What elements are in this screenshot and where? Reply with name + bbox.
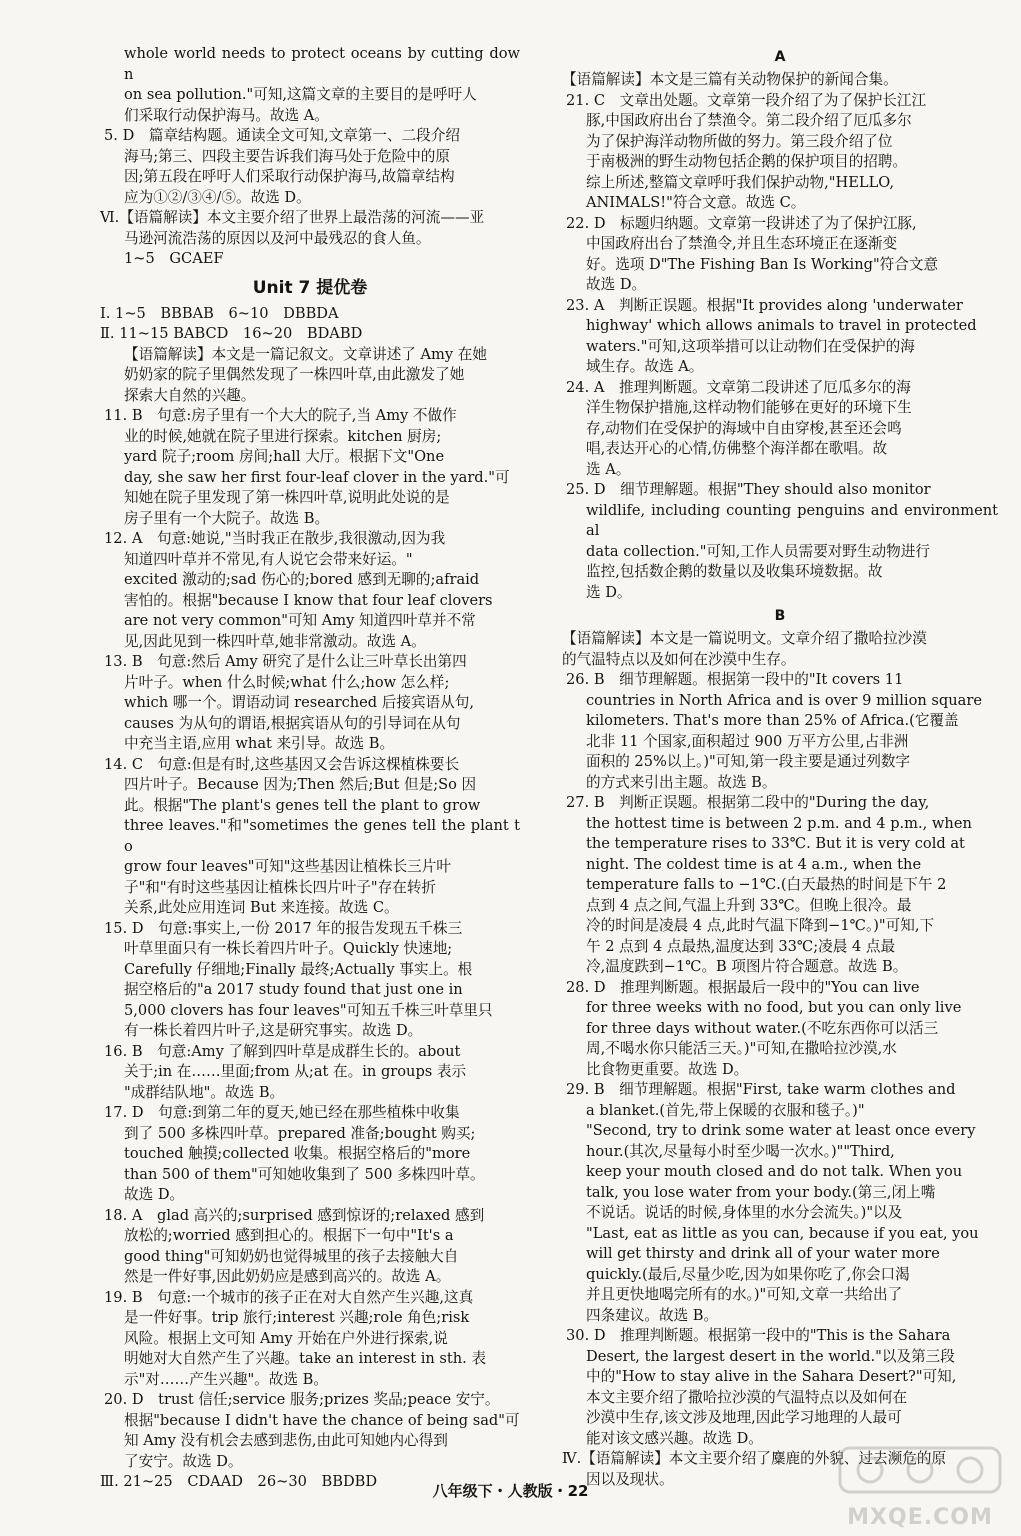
text-line: 22. D 标题归纳题。文章第一段讲述了为了保护江豚, <box>566 214 917 232</box>
text-line: 【语篇解读】本文是一篇说明文。文章介绍了撒哈拉沙漠 <box>562 630 927 647</box>
text-line: 监控,包括数企鹅的数量以及收集环境数据。故 <box>586 563 883 580</box>
text-line: 冷,温度跌到−1℃。B 项图片符合题意。故选 B。 <box>586 958 908 975</box>
left-lines-main <box>100 304 520 1493</box>
text-line: 业的时候,她就在院子里进行探索。kitchen 厨房; <box>124 427 442 445</box>
text-line: 12. A 句意:她说,"当时我正在散步,我很激动,因为我 <box>104 530 446 547</box>
text-line: 有一株长着四片叶子,这是研究事实。故选 D。 <box>124 1022 423 1039</box>
text-line: whole world needs to protect oceans by cutting down <box>124 45 520 83</box>
text-line: "成群结队地"。故选 B。 <box>124 1083 285 1101</box>
text-line: 午 2 点到 4 点最热,温度达到 33℃;凌晨 4 点最 <box>586 937 896 955</box>
text-line: 片叶子。when 什么时候;what 什么;how 怎么样; <box>124 673 450 691</box>
text-line: 海马;第三、四段主要告诉我们海马处于危险中的原 <box>124 147 450 165</box>
text-line: excited 激动的;sad 伤心的;bored 感到无聊的;afraid <box>124 571 480 588</box>
text-line: 为了保护海洋动物所做的努力。第三段介绍了位 <box>586 132 893 150</box>
text-line: 不说话。说话的时候,身体里的水分会流失。)"以及 <box>586 1204 903 1221</box>
text-line: 子"和"有时这些基因让植株长四片叶子"存在转折 <box>124 878 437 896</box>
text-line: quickly.(最后,尽量少吃,因为如果你吃了,你会口渴 <box>586 1265 910 1283</box>
text-line: 知 Amy 没有机会去感到悲伤,由此可知她内心得到 <box>124 1432 448 1449</box>
text-line: 应为①②/③④/⑤。故选 D。 <box>124 188 311 206</box>
text-line: 面积的 25%以上。)"可知,第一段主要是通过列数字 <box>586 753 911 770</box>
text-line: 25. D 细节理解题。根据"They should also monitor <box>566 481 931 498</box>
text-line: for three weeks with no food, but you can only live <box>586 999 962 1016</box>
text-line: 到了 500 多株四叶草。prepared 准备;bought 购买; <box>124 1124 476 1142</box>
text-line: wildlife, including counting penguins and environmental <box>586 501 998 539</box>
text-line: which 哪一个。谓语动词 researched 后接宾语从句, <box>124 694 474 711</box>
text-line: hour.(其次,尽量每小时至少喝一次水。)""Third, <box>586 1142 895 1160</box>
text-line: 点到 4 点之间,气温上升到 33℃。但晚上很冷。最 <box>586 896 912 914</box>
text-line: Carefully 仔细地;Finally 最终;Actually 事实上。根 <box>124 960 473 978</box>
text-line: 能对该文感兴趣。故选 D。 <box>586 1429 763 1447</box>
text-line: Ⅰ. 1~5 BBBAB 6~10 DBBDA <box>100 304 339 322</box>
watermark-logo <box>830 1440 1010 1530</box>
text-line: 的方式来引出主题。故选 B。 <box>586 773 777 791</box>
text-line: "Second, try to drink some water at least once every <box>586 1122 976 1139</box>
text-line: 19. B 句意:一个城市的孩子正在对大自然产生兴趣,这真 <box>104 1288 474 1306</box>
text-line: 周,不喝水你只能活三天。)"可知,在撒哈拉沙漠,水 <box>586 1040 897 1057</box>
text-line: 房子里有一个大院子。故选 B。 <box>124 509 330 527</box>
text-line: 综上所述,整篇文章呼吁我们保护动物,"HELLO, <box>586 173 895 191</box>
watermark-icon <box>830 1440 1010 1500</box>
text-line: 中充当主语,应用 what 来引导。故选 B。 <box>124 735 395 752</box>
text-line: 根据"because I didn't have the chance of being sad"可 <box>124 1411 520 1429</box>
text-line: 沙漠中生存,该文涉及地理,因此学习地理的人最可 <box>586 1409 902 1426</box>
text-line: keep your mouth closed and do not talk. When you <box>586 1163 963 1180</box>
text-line: countries in North Africa and is over 9 million square <box>586 691 982 709</box>
text-line: a blanket.(首先,带上保暖的衣服和毯子。)" <box>586 1101 865 1119</box>
text-line: 5,000 clovers has four leaves"可知五千株三叶草里只 <box>124 1001 493 1019</box>
text-line: 见,因此见到一株四叶草,她非常激动。故选 A。 <box>124 632 426 650</box>
text-line: 中国政府出台了禁渔令,并且生态环境正在逐渐变 <box>586 235 898 252</box>
text-line: 26. B 细节理解题。根据第一段中的"It covers 11 <box>566 671 904 688</box>
text-line: 的气温特点以及如何在沙漠中生存。 <box>562 650 796 668</box>
text-line: data collection."可知,工作人员需要对野生动物进行 <box>586 542 930 560</box>
text-line: 明她对大自然产生了兴趣。take an interest in sth. 表 <box>124 1350 487 1367</box>
text-line: 域生存。故选 A。 <box>586 358 704 375</box>
text-line: good thing"可知奶奶也觉得城里的孩子去接触大自 <box>124 1247 459 1265</box>
watermark-text: MXQE.COM <box>847 1505 993 1530</box>
text-line: 奶奶家的院子里偶然发现了一株四叶草,由此激发了她 <box>124 366 465 383</box>
text-line: touched 触摸;collected 收集。根据空格后的"more <box>124 1145 471 1162</box>
text-line: 豚,中国政府出台了禁渔令。第二段介绍了厄瓜多尔 <box>586 112 912 129</box>
text-line: causes 为从句的谓语,根据宾语从句的引导词在从句 <box>124 714 461 732</box>
text-line: 探索大自然的兴趣。 <box>124 386 256 404</box>
text-line: 风险。根据上文可知 Amy 开始在户外进行探索,说 <box>124 1329 448 1347</box>
text-line: 并且更快地喝完所有的水。)"可知,文章一共给出了 <box>586 1286 903 1303</box>
text-line: than 500 of them"可知她收集到了 500 多株四叶草。 <box>124 1165 485 1183</box>
text-line: 1~5 GCAEF <box>124 250 224 267</box>
text-line: 于南极洲的野生动物包括企鹅的保护项目的招聘。 <box>586 153 908 170</box>
text-line: yard 院子;room 房间;hall 大厅。根据下文"One <box>124 448 445 465</box>
text-line: 放松的;worried 感到担心的。根据下一句中"It's a <box>124 1227 454 1244</box>
text-line: talk, you lose water from your body.(第三,闭上嘴 <box>586 1183 936 1201</box>
text-line: waters."可知,这项举措可以让动物们在受保护的海 <box>586 337 915 355</box>
text-line: 知她在院子里发现了第一株四叶草,说明此处说的是 <box>124 489 450 506</box>
right-lines-a <box>562 70 998 603</box>
unit-title: Unit 7 提优卷 <box>252 277 368 298</box>
text-line: for three days without water.(不吃东西你可以活三 <box>586 1019 939 1037</box>
text-line: 然是一件好事,因此奶奶应是感到高兴的。故选 A。 <box>124 1268 451 1285</box>
text-line: 【语篇解读】本文是一篇记叙文。文章讲述了 Amy 在她 <box>124 345 487 363</box>
text-line: ANIMALS!"符合文意。故选 C。 <box>586 194 806 211</box>
left-lines-top <box>100 44 520 270</box>
text-line: 此。根据"The plant's genes tell the plant to grow <box>124 796 481 814</box>
left-column <box>100 44 520 1493</box>
text-line: 本文主要介绍了撒哈拉沙漠的气温特点以及如何在 <box>586 1388 908 1406</box>
text-line: 5. D 篇章结构题。通读全文可知,文章第一、二段介绍 <box>104 127 460 144</box>
text-line: 存,动物们在受保护的海域中自由穿梭,甚至还会鸣 <box>586 419 902 437</box>
text-line: 选 A。 <box>586 460 631 478</box>
text-line: 叶草里面只有一株长着四片叶子。Quickly 快速地; <box>124 940 453 957</box>
text-line: 因以及现状。 <box>586 1470 674 1488</box>
text-line: 选 D。 <box>586 583 632 601</box>
text-line: 洋生物保护措施,这样动物们能够在更好的环境下生 <box>586 399 912 416</box>
text-line: 关于;in 在……里面;from 从;at 在。in groups 表示 <box>124 1063 467 1080</box>
text-line: 21. C 文章出处题。文章第一段介绍了为了保护长江江 <box>566 91 927 109</box>
text-line: 马逊河流浩荡的原因以及河中最残忍的食人鱼。 <box>124 229 431 247</box>
section-b-heading: B <box>774 608 786 624</box>
text-line: 23. A 判断正误题。根据"It provides along 'underwater <box>566 296 963 314</box>
text-line: 因;第五段在呼吁人们采取行动保护海马,故篇章结构 <box>124 168 455 185</box>
text-line: 们采取行动保护海马。故选 A。 <box>124 106 329 124</box>
text-line: 30. D 推理判断题。根据第一段中的"This is the Sahara <box>566 1327 951 1344</box>
text-line: day, she saw her first four-leaf clover in the yard."可 <box>124 468 510 486</box>
text-line: 唱,表达开心的心情,仿佛整个海洋都在歌唱。故 <box>586 440 888 457</box>
text-line: 【语篇解读】本文是三篇有关动物保护的新闻合集。 <box>562 71 898 88</box>
text-line: 冷的时间是凌晨 4 点,此时气温下降到−1℃。)"可知,下 <box>586 917 935 934</box>
text-line: 28. D 推理判断题。根据最后一段中的"You can live <box>566 978 920 996</box>
text-line: 害怕的。根据"because I know that four leaf clovers <box>124 591 493 609</box>
section-a-heading: A <box>774 49 786 65</box>
text-line: 故选 D。 <box>124 1186 185 1203</box>
right-lines-b <box>562 629 998 1490</box>
text-line: the hottest time is between 2 p.m. and 4 p.m., when <box>586 814 972 832</box>
text-line: 中的"How to stay alive in the Sahara Desert?"可知, <box>586 1368 957 1385</box>
text-line: 四片叶子。Because 因为;Then 然后;But 但是;So 因 <box>124 776 477 793</box>
text-line: 14. C 句意:但是有时,这些基因又会告诉这棵植株要长 <box>104 755 460 773</box>
text-line: 关系,此处应用连词 But 来连接。故选 C。 <box>124 899 399 916</box>
text-line: 四条建议。故选 B。 <box>586 1306 719 1324</box>
text-line: 13. B 句意:然后 Amy 研究了是什么让三叶草长出第四 <box>104 653 467 670</box>
text-line: night. The coldest time is at 4 a.m., when the <box>586 855 922 873</box>
text-line: 比食物更重要。故选 D。 <box>586 1060 749 1078</box>
right-column <box>562 44 998 1490</box>
text-line: 27. B 判断正误题。根据第二段中的"During the day, <box>566 794 930 811</box>
text-line: Ⅱ. 11~15 BABCD 16~20 BDABD <box>100 325 363 342</box>
text-line: 好。选项 D"The Fishing Ban Is Working"符合文意 <box>586 255 939 273</box>
page-footer: 八年级下・人教版・22 <box>432 1482 589 1500</box>
text-line: the temperature rises to 33℃. But it is very cold at <box>586 835 965 852</box>
text-line: will get thirsty and drink all of your water more <box>586 1245 940 1262</box>
text-line: are not very common"可知 Amy 知道四叶草并不常 <box>124 612 476 629</box>
text-line: Ⅵ.【语篇解读】本文主要介绍了世界上最浩荡的河流——亚 <box>100 209 485 226</box>
text-line: temperature falls to −1℃.(白天最热的时间是下午 2 <box>586 876 947 893</box>
text-line: 24. A 推理判断题。文章第二段讲述了厄瓜多尔的海 <box>566 378 911 396</box>
text-line: three leaves."和"sometimes the genes tell the plant to <box>124 817 520 855</box>
text-line: 17. D 句意:到第二年的夏天,她已经在那些植株中收集 <box>104 1104 460 1121</box>
text-line: highway' which allows animals to travel in protected <box>586 317 977 334</box>
text-line: 15. D 句意:事实上,一份 2017 年的报告发现五千株三 <box>104 919 463 937</box>
text-line: 故选 D。 <box>586 276 647 293</box>
text-line: Ⅲ. 21~25 CDAAD 26~30 BBDBD <box>100 1473 378 1490</box>
text-line: 18. A glad 高兴的;surprised 感到惊讶的;relaxed 感到 <box>104 1206 485 1224</box>
text-line: 了安宁。故选 D。 <box>124 1452 243 1470</box>
text-line: 16. B 句意:Amy 了解到四叶草是成群生长的。about <box>104 1042 461 1060</box>
text-line: on sea pollution."可知,这篇文章的主要目的是呼吁人 <box>124 86 477 103</box>
text-line: Ⅳ.【语篇解读】本文主要介绍了麋鹿的外貌、过去濒危的原 <box>562 1450 947 1467</box>
text-line: 29. B 细节理解题。根据"First, take warm clothes and <box>566 1081 956 1098</box>
text-line: 11. B 句意:房子里有一个大大的院子,当 Amy 不做作 <box>104 407 457 424</box>
text-line: "Last, eat as little as you can, because if you eat, you <box>586 1224 979 1242</box>
text-line: 20. D trust 信任;service 服务;prizes 奖品;peace 安宁。 <box>104 1391 500 1408</box>
text-line: Desert, the largest desert in the world."以及第三段 <box>586 1347 955 1365</box>
text-line: grow four leaves"可知"这些基因让植株长三片叶 <box>124 858 451 875</box>
text-line: 北非 11 个国家,面积超过 900 万平方公里,占非洲 <box>586 732 909 750</box>
text-line: 是一件好事。trip 旅行;interest 兴趣;role 角色;risk <box>124 1309 470 1326</box>
text-line: 知道四叶草并不常见,有人说它会带来好运。" <box>124 550 413 568</box>
text-line: 示"对……产生兴趣"。故选 B。 <box>124 1370 328 1388</box>
text-line: kilometers. That's more than 25% of Africa.(它覆盖 <box>586 712 959 729</box>
text-line: 据空格后的"a 2017 study found that just one in <box>124 981 463 998</box>
